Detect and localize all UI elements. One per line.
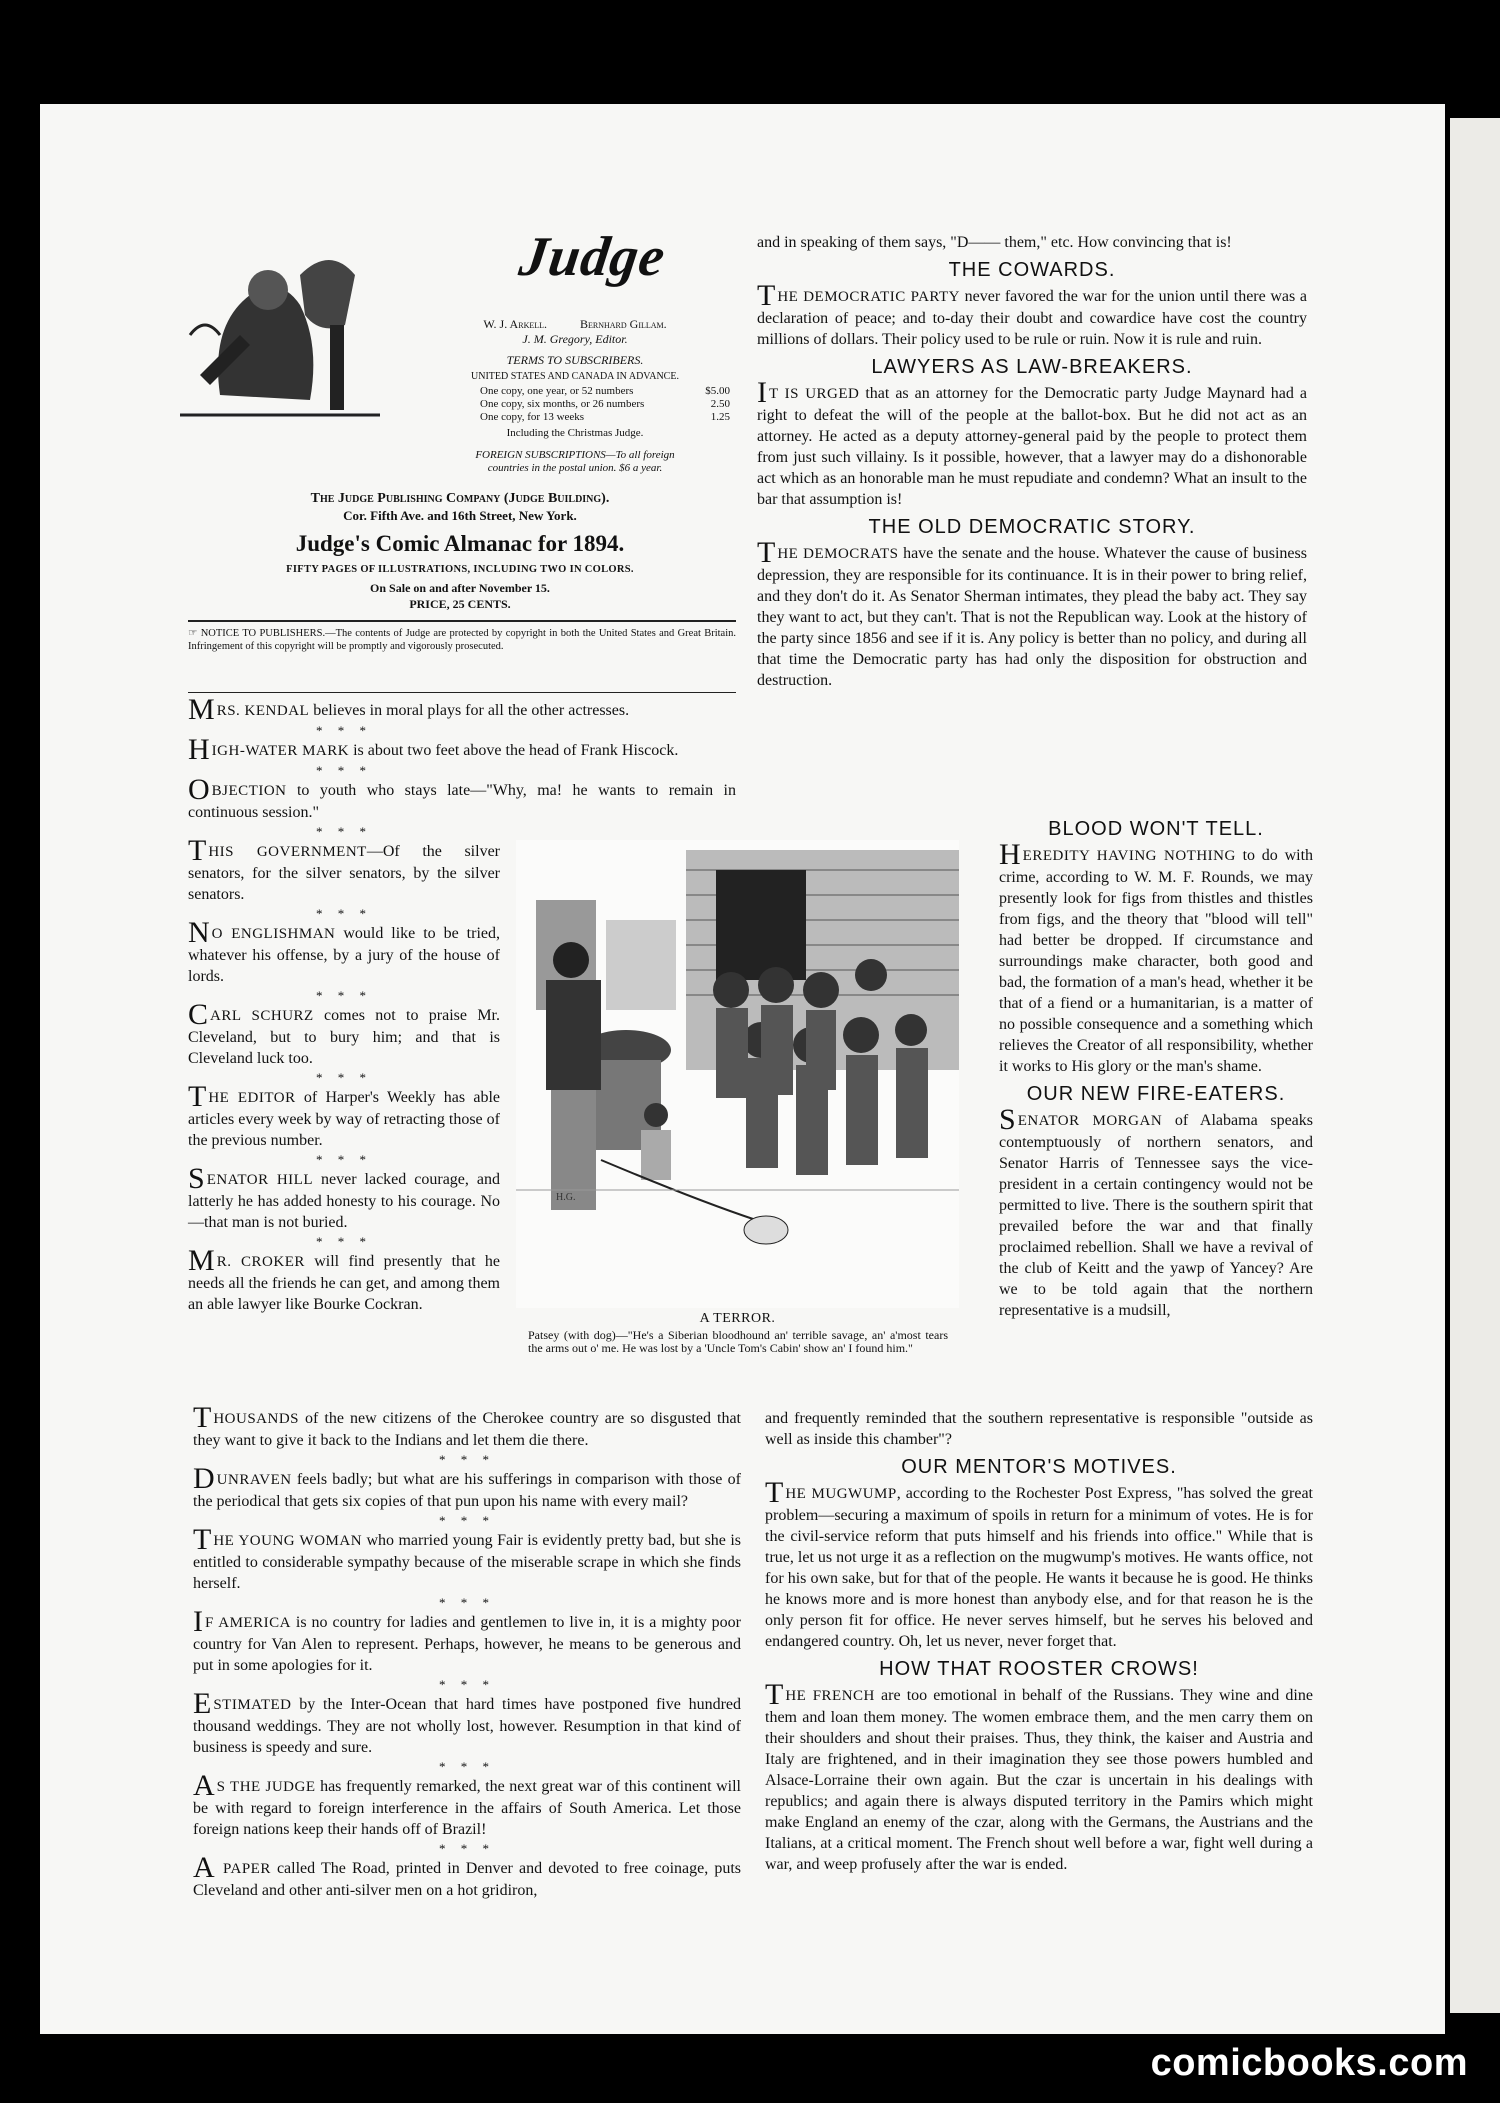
rate-price: $5.00 xyxy=(705,385,730,397)
rates-list xyxy=(480,385,730,424)
price: PRICE, 25 CENTS. xyxy=(409,597,511,611)
drop-cap: T xyxy=(193,1523,212,1556)
paragraph-text: is about two feet above the head of Frank Hiscock. xyxy=(349,742,679,759)
section-divider-stars: * * * xyxy=(439,1513,495,1528)
lower-left-column xyxy=(193,1401,742,1903)
article-paragraph xyxy=(193,1401,741,1451)
drop-cap: H xyxy=(188,733,210,766)
rate-label: One copy, six months, or 26 numbers xyxy=(480,398,645,410)
article-paragraph xyxy=(188,773,736,823)
section-heading: BLOOD WON'T TELL. xyxy=(1048,818,1264,840)
foreign-subs-text: FOREIGN SUBSCRIPTIONS—To all foreign countries in the postal union. $6 a year. xyxy=(475,449,675,474)
section-heading: THE COWARDS. xyxy=(948,259,1116,281)
continued-text: and frequently reminded that the southern representative is responsible "outside as well as inside this chamber"? xyxy=(765,1410,1313,1448)
drop-cap: H xyxy=(999,838,1021,871)
section-divider-stars: * * * xyxy=(439,1677,495,1692)
rate-price: 1.25 xyxy=(710,411,730,423)
drop-cap: A xyxy=(193,1769,215,1802)
drop-cap: S xyxy=(188,1162,205,1195)
street-scene-drawing xyxy=(516,840,959,1308)
drop-cap: A xyxy=(193,1851,215,1884)
article-paragraph xyxy=(188,1244,501,1315)
paragraph-text: of the new citizens of the Cherokee country are so disgusted that they want to give it back to the Indians and let them die there. xyxy=(193,1410,741,1449)
paragraph-text: feels badly; but what are his sufferings in comparison with those of the periodical that gets six copies of that pun upon his name with every mail? xyxy=(193,1471,741,1510)
lead-in-caps: HIS GOVERNMENT xyxy=(208,844,367,860)
drop-cap: E xyxy=(193,1687,212,1720)
lead-in-caps: BJECTION xyxy=(211,783,287,799)
paragraph-text: will find presently that he needs all the friends he can get, and among them an able lawyer like Bourke Cockran. xyxy=(188,1253,501,1313)
paragraph-text: has frequently remarked, the next great war of this continent will be with regard to foreign interference in the affairs of South America. Let those foreign nations keep their hands off of Brazil! xyxy=(193,1778,741,1838)
lead-in-caps: F AMERICA xyxy=(205,1615,291,1631)
lead-in-caps: EREDITY HAVING NOTHING xyxy=(1022,848,1236,864)
lead-in-caps: HE DEMOCRATIC PARTY xyxy=(777,289,961,305)
section-divider-stars: * * * xyxy=(316,988,372,1003)
lead-in-caps: PAPER xyxy=(216,1861,271,1877)
article-paragraph xyxy=(188,1162,500,1233)
rate-row xyxy=(480,385,730,398)
paragraph-text: comes not to praise Mr. Cleveland, but to bury him; and that is Cleveland luck too. xyxy=(188,1007,500,1067)
paragraph-text: believes in moral plays for all the other actresses. xyxy=(309,702,630,719)
drop-cap: M xyxy=(188,693,215,726)
rate-row xyxy=(480,411,730,424)
masthead-title: Judge xyxy=(515,226,670,288)
lead-in-caps: S THE JUDGE xyxy=(216,1779,316,1795)
continued-text: and in speaking of them says, "D—— them," etc. How convincing that is! xyxy=(757,234,1232,251)
adjacent-page-edge xyxy=(1450,118,1500,2013)
illustration-title: A TERROR. xyxy=(699,1311,776,1326)
paragraph-text: , according to the Rochester Post Express, "has solved the great problem—securing a maximum of spoils in return for a minimum of votes. He is for the civil-service reform that puts himself and his friends into office." While that is true, let us not urge it as a reflection on the mugwump's motives. He wants office, not for his own sake, but for that of the people. He wants it because he is good. He thinks he knows more and is more honest than anybody else, and for that reason he is the only person fit for office. He never serves himself, but he serves his beloved and endangered country. Oh, let us never, never forget that. xyxy=(765,1485,1313,1650)
paragraph-text: that as an attorney for the Democratic party Judge Maynard had a right to defeat the will of the people at the ballot-box. But he did not act as an attorney. He acted as a deputy attorney-general paid by the people to protect them from just such villainy. Is it possible, however, that a lawyer may do a dishonorable act which as an honorable man he must repudiate and condemn? What an insult to the bar that assumption is! xyxy=(757,385,1307,508)
right-narrow-column xyxy=(999,812,1313,1323)
lead-in-caps: RS. KENDAL xyxy=(216,703,310,719)
rate-row xyxy=(480,398,730,411)
foreign-subs xyxy=(470,449,680,475)
terms-title xyxy=(420,353,730,368)
masthead xyxy=(180,225,740,625)
section-divider-stars: * * * xyxy=(439,1452,495,1467)
lead-in-caps: HE MUGWUMP xyxy=(785,1486,897,1502)
lead-in-caps: HOUSANDS xyxy=(213,1411,300,1427)
paragraph-text: by the Inter-Ocean that hard times have postponed five hundred thousand weddings. They are not wholly lost, however. Resumption in that kind of business is speedy and sure. xyxy=(193,1696,741,1756)
notice-to-publishers: ☞ NOTICE TO PUBLISHERS.—The contents of Judge are protected by copyright in both the United States and Great Britain. Infringement of this copyright will be promptly and vigorously prosecuted. xyxy=(188,628,736,652)
almanac-sub: FIFTY PAGES OF ILLUSTRATIONS, INCLUDING TWO IN COLORS. xyxy=(286,564,634,575)
article-paragraph xyxy=(188,693,736,726)
address: Cor. Fifth Ave. and 16th Street, New York. xyxy=(343,508,577,523)
article-paragraph xyxy=(188,916,500,987)
section-divider-stars: * * * xyxy=(316,1152,372,1167)
paragraph-text: —Of the silver senators, for the silver senators, by the silver senators. xyxy=(188,843,500,903)
lead-in-caps: O ENGLISHMAN xyxy=(211,926,336,942)
lead-in-caps: HE DEMOCRATS xyxy=(777,546,899,562)
article-paragraph xyxy=(999,838,1314,1077)
section-divider-stars: * * * xyxy=(439,1759,495,1774)
article-paragraph xyxy=(765,1476,1313,1652)
section-divider-stars: * * * xyxy=(316,723,372,738)
drop-cap: T xyxy=(188,1080,207,1113)
drop-cap: O xyxy=(188,773,210,806)
article-paragraph xyxy=(193,1462,741,1512)
paragraph-text: to youth who stays late—"Why, ma! he wants to remain in continuous session." xyxy=(188,782,736,821)
paragraph-text: who married young Fair is evidently pretty bad, but she is entitled to considerable sympathy because of the miserable scrape in which she finds herself. xyxy=(193,1532,741,1592)
article-paragraph xyxy=(765,1678,1313,1875)
masthead-illustration xyxy=(180,235,380,425)
section-divider-stars: * * * xyxy=(316,1070,372,1085)
section-heading: OUR NEW FIRE-EATERS. xyxy=(1026,1083,1286,1105)
drop-cap: T xyxy=(757,279,776,312)
drop-cap: T xyxy=(765,1678,784,1711)
rate-label: One copy, one year, or 52 numbers xyxy=(480,385,634,397)
paragraph-text: called The Road, printed in Denver and devoted to free coinage, puts Cleveland and other anti-silver men on a hot gridiron, xyxy=(193,1860,741,1899)
lead-in-caps: HE EDITOR xyxy=(208,1090,296,1106)
section-heading: HOW THAT ROOSTER CROWS! xyxy=(879,1658,1199,1680)
section-divider-stars: * * * xyxy=(316,1234,372,1249)
rate-price: 2.50 xyxy=(710,398,730,410)
lead-in-caps: ENATOR MORGAN xyxy=(1017,1113,1163,1129)
drop-cap: I xyxy=(757,376,767,409)
paragraph-text: of Alabama speaks contemptuously of northern senators, and Senator Harris of Tennessee says the vice-president in a certain contingency would not be permitted to live. There is the southern spirit that prevailed before the war and that finally proclaimed rebellion. Shall we have a revival of the club of Keitt and the yawp of Yancey? Are we to be told again that the northern representative is a mudsill, xyxy=(999,1112,1313,1319)
lead-in-caps: ENATOR HILL xyxy=(206,1172,313,1188)
on-sale: On Sale on and after November 15. xyxy=(370,581,550,595)
masthead-rule xyxy=(188,620,736,622)
paragraph-text: are too emotional in behalf of the Russians. They wine and dine them and loan them money. The women embrace them, and the men carry them on their shoulders and shout their praises. Thus, they think, the kaiser and Austria and Italy are frightened, and in their imagination they see those powers humbled and Alsace-Lorraine their own again. But the czar is uncertain in his dealings with republics; and again there is always disputed territory in the Pamirs which might make England an enemy of the czar, along with the Germans, the Austrians and the Italians, at a critical moment. The French shout well before a war, fight well during a war, and weep profusely after the war is ended. xyxy=(765,1687,1313,1873)
drop-cap: T xyxy=(188,834,207,867)
paragraph-text: to do with crime, according to W. M. F. Rounds, we may presently look for figs from thistles and thistles from figs, and the theory that "blood will tell" had better be dropped. If circumstance and surroundings make character, both good and bad, the formation of a man's head, whether it be that of a fiend or a humanitarian, is a matter of no possible consequence and a something which relieves the Creator of all responsibility, whether it works to His glory or the man's shame. xyxy=(999,847,1314,1075)
staff-line: W. J. Arkell. Bernhard Gillam. xyxy=(483,317,667,331)
section-heading: OUR MENTOR'S MOTIVES. xyxy=(901,1456,1177,1478)
section-divider-stars: * * * xyxy=(316,824,372,839)
article-paragraph xyxy=(193,1687,741,1758)
section-divider-stars: * * * xyxy=(316,906,372,921)
paragraph-text: never favored the war for the union until there was a declaration of peace; and to-day their doubt and cowardice have cost the country millions of dollars. Their policy used to be rule or ruin. Now it is rule and ruin. xyxy=(757,288,1307,348)
lead-in-caps: STIMATED xyxy=(213,1697,292,1713)
section-divider-stars: * * * xyxy=(439,1841,495,1856)
section-divider-stars: * * * xyxy=(316,763,372,778)
editor-line xyxy=(420,332,730,347)
drop-cap: N xyxy=(188,916,210,949)
section-heading: LAWYERS AS LAW-BREAKERS. xyxy=(871,356,1193,378)
notice-rule xyxy=(188,692,736,693)
drop-cap: M xyxy=(188,1244,215,1277)
svg-text:H.G.: H.G. xyxy=(556,1192,576,1203)
section-divider-stars: * * * xyxy=(439,1595,495,1610)
right-bottom-column xyxy=(765,1408,1313,1877)
lead-in-caps: HE FRENCH xyxy=(785,1688,875,1704)
article-paragraph xyxy=(757,279,1307,350)
article-paragraph xyxy=(999,1103,1313,1321)
drop-cap: S xyxy=(999,1103,1016,1136)
lead-in-caps: ARL SCHURZ xyxy=(210,1008,314,1024)
publisher: The Judge Publishing Company (Judge Building). xyxy=(310,491,610,506)
paragraph-text: would like to be tried, whatever his offense, by a jury of the house of lords. xyxy=(188,925,500,985)
lead-in-caps: IGH-WATER MARK xyxy=(211,743,350,759)
terms-sub: UNITED STATES AND CANADA IN ADVANCE. xyxy=(471,371,679,382)
drop-cap: C xyxy=(188,998,209,1031)
article-paragraph xyxy=(193,1851,741,1901)
article-paragraph xyxy=(757,376,1307,510)
article-paragraph xyxy=(193,1523,741,1594)
lead-in-caps: R. CROKER xyxy=(216,1254,305,1270)
article-paragraph xyxy=(757,536,1307,691)
paragraph-text: of Harper's Weekly has able articles every week by way of retracting those of the previous number. xyxy=(188,1089,500,1149)
paragraph-text: have the senate and the house. Whatever the cause of business depression, they are responsible for its continuance. It is in their power to bring relief, and they don't do it. As Senator Sherman intimates, they plead the baby act. They say they want to act, but they can't. That is not the Republican way. Look at the history of the party since 1856 and see if it is. Any policy is better than no policy, and during all that time the Democratic party has had only the disposition for obstruction and destruction. xyxy=(757,545,1307,689)
rate-label: One copy, for 13 weeks xyxy=(480,411,585,423)
article-paragraph xyxy=(188,998,500,1069)
illustration-caption: Patsey (with dog)—"He's a Siberian bloodhound an' terrible savage, an' a'most tears the arms out o' me. He was lost by a 'Uncle Tom's Cabin' show an' I found him." xyxy=(528,1328,948,1355)
lead-in-caps: HE YOUNG WOMAN xyxy=(213,1533,363,1549)
article-paragraph xyxy=(188,733,736,766)
christmas-note: Including the Christmas Judge. xyxy=(506,427,644,439)
drop-cap: T xyxy=(765,1476,784,1509)
article-paragraph xyxy=(188,1080,500,1151)
lead-in-caps: UNRAVEN xyxy=(216,1472,292,1488)
paragraph-text: never lacked courage, and latterly he has added honesty to his courage. No—that man is not buried. xyxy=(188,1171,500,1231)
article-paragraph xyxy=(193,1605,742,1676)
drop-cap: T xyxy=(757,536,776,569)
drop-cap: T xyxy=(193,1401,212,1434)
editor-name: J. M. Gregory, Editor. xyxy=(522,332,628,346)
lead-in-caps: T IS URGED xyxy=(769,386,860,402)
article-paragraph xyxy=(193,1769,741,1840)
drop-cap: D xyxy=(193,1462,215,1495)
section-heading: THE OLD DEMOCRATIC STORY. xyxy=(868,516,1196,538)
drop-cap: I xyxy=(193,1605,203,1638)
right-top-column xyxy=(757,232,1307,693)
almanac-title: Judge's Comic Almanac for 1894. xyxy=(295,531,625,556)
article-paragraph xyxy=(188,834,500,905)
watermark: comicbooks.com xyxy=(1150,2042,1468,2084)
terms-title-text: TERMS TO SUBSCRIBERS. xyxy=(506,353,644,367)
a-terror-illustration xyxy=(516,840,959,1308)
paragraph-text: is no country for ladies and gentlemen to live in, it is a mighty poor country for Van Alen to represent. Perhaps, however, he means to be generous and put in some apologies for it. xyxy=(193,1614,742,1674)
